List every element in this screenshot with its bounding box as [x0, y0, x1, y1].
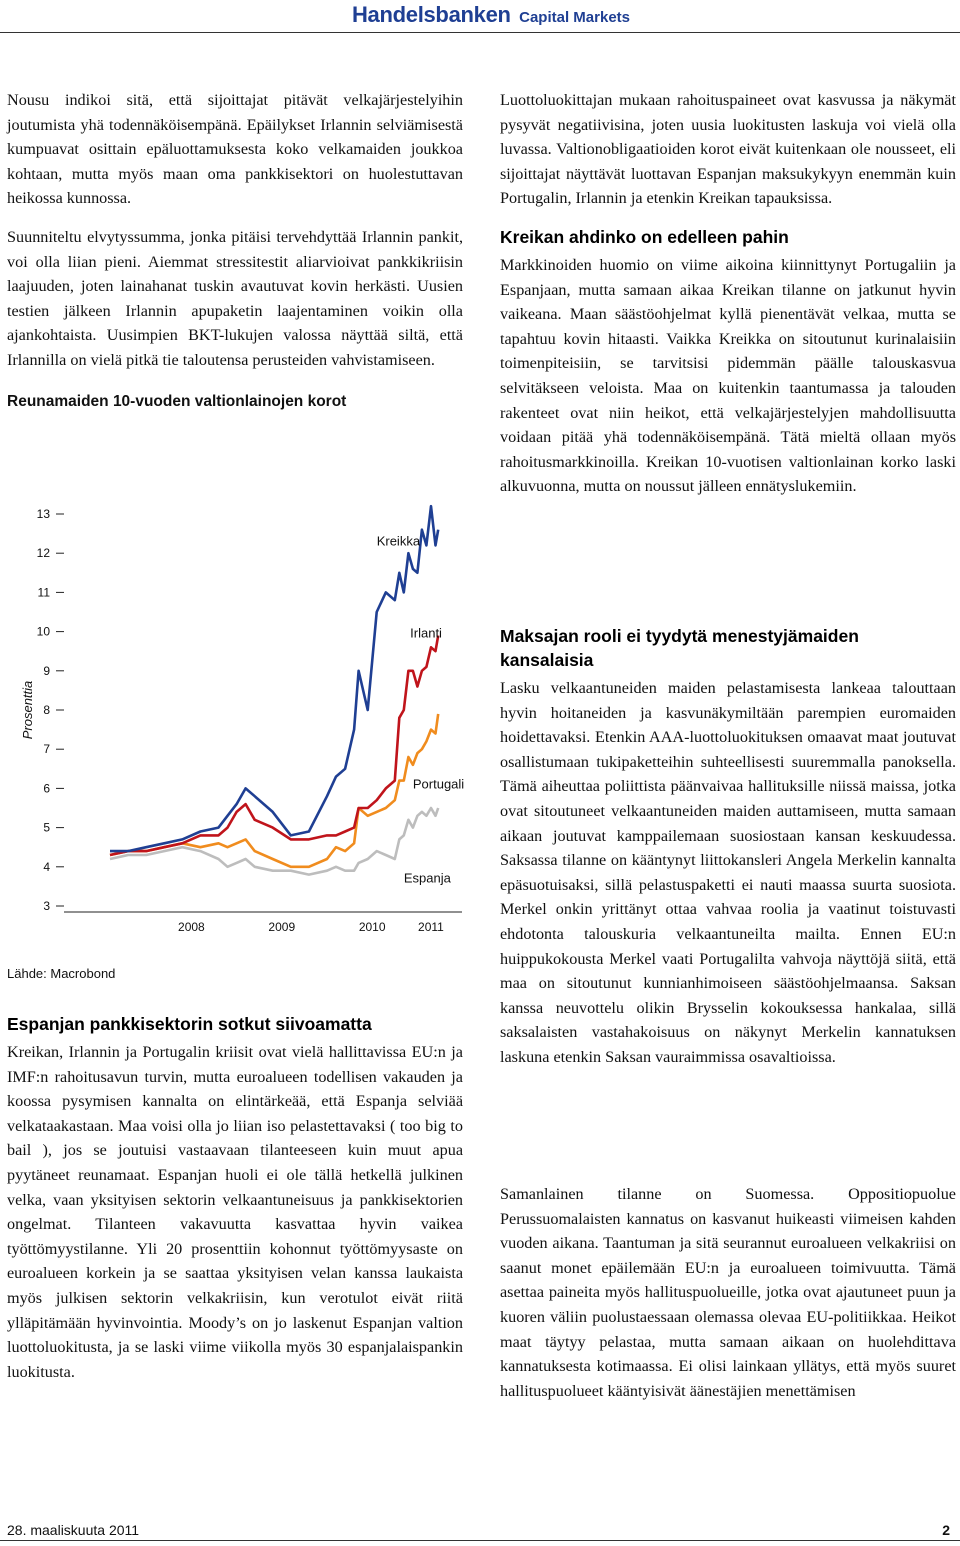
y-tick-label: 4	[43, 859, 50, 874]
brand-logo	[352, 2, 630, 28]
series-label-portugali: Portugali	[412, 776, 465, 792]
y-tick-label: 7	[43, 742, 50, 757]
footer-date: 28. maaliskuuta 2011	[7, 1522, 140, 1538]
series-line-kreikka	[110, 506, 438, 851]
x-tick-label: 2009	[268, 920, 296, 934]
y-tick-label: 6	[43, 781, 50, 796]
right-section-3	[500, 1182, 956, 1417]
brand-sub: Capital Markets	[519, 9, 630, 26]
y-tick-label: 13	[36, 507, 50, 521]
right-paragraph-1: Luottoluokittajan mukaan rahoituspaineet ovat kasvussa ja näkymät pysyvät negatiivisina, joten uusia luokitusten laskuja voi vielä olla luvassa. Valtionobligaatioiden korot eivät kuitenkaan ole nousseet, eli sijoittajat näyttävät luottavan Espanjan maksukykyyn enemmän kuin Portugalin, Irlannin ja etenkin Kreikan tapauksissa.	[500, 91, 956, 208]
y-tick-label: 10	[36, 624, 50, 639]
left-paragraph-3: Kreikan, Irlannin ja Portugalin kriisit ovat vielä hallittavissa EU:n ja IMF:n rahoitusavun turvin, mutta euroalueen todellisen vakauden ja koossa pysymisen kannalta on elintärkeää, että Espanja selviää velkataakastaan. Maa voisi olla jo liian iso pelastettavaksi ( too big to bail ), jos se joutuisi vastaavaan tilanteeseen kuin muut apua pyytäneet reunamaat. Espanjan huoli ei ole tällä hetkellä julkinen velka, vaan yksityisen sektorin velkaantuneisuus ja pankkisektorien ongelmat. Tilanteen vakavuutta kasvattaa hyvin vaikea työttömyystilanne. Yli 20 prosenttiin kohonnut työttömyysaste on euroalueen korkein ja se saattaa yksityisen velan kanssa laukaista myös julkisen sektorin velkakriisin, kun verotulot eivät riitä ylläpitämään hyvinvointia. Moody’s on jo laskenut Espanjan valtion luottoluokitusta, ja se laski viime viikolla myös 30 espanjalaispankin luokitusta.	[7, 1043, 463, 1381]
header-rule	[0, 32, 960, 33]
left-column	[7, 88, 463, 411]
left-paragraph-1: Nousu indikoi sitä, että sijoittajat pitävät velkajärjestelyihin joutumista yhä todennäköisempänä. Epäilykset Irlannin selviämisestä kumpuavat osittain epäluottamuksesta koko velkamaiden joukkoa kohtaan, mutta myös maan oma pankkisektori on huolestuttavan heikossa kunnossa.	[7, 91, 463, 208]
y-tick-label: 5	[43, 820, 50, 835]
right-heading-1: Kreikan ahdinko on edelleen pahin	[500, 226, 789, 247]
right-column	[500, 88, 956, 513]
chart-title: Reunamaiden 10-vuoden valtionlainojen korot	[7, 392, 347, 410]
left-paragraph-2: Suunniteltu elvytyssumma, jonka pitäisi tervehdyttää Irlannin pankit, voi olla liian pieni. Aiemmat stressitestit aliarvioivat pankkikriisin laajuuden, joten lainahanat tuskin avautuvat kovin herkästi. Uusien testien jälkeen Irlannin apupaketin laajentaminen voikin olla ajankohtaista. Uusimpien BKT-lukujen valossa näyttää siltä, että Irlannilla on vielä pitkä tie taloutensa perusteiden vahvistamiseen.	[7, 227, 463, 369]
y-axis-title: Prosenttia	[20, 680, 35, 740]
right-paragraph-3: Lasku velkaantuneiden maiden pelastamisesta lankeaa talouttaan hyvin hoitaneiden ja kasvunäkymiltään parempien euromaiden hoidettavaksi. Etenkin AAA-luottoluokituksen omaavat maat joutuvat osallistumaan tukipaketteihin suhteellisesti suuremmalla panoksella. Tämä aiheuttaa poliittista päänvaivaa hallituksille niissä maissa, jotka ovat sitoutuneet velkaantuneiden maiden auttamiseen, mutta samaan aikaan joutuvat kamppailemaan suosiostaan kansan keskuudessa. Saksassa tilanne on kääntynyt liittokansleri Angela Merkelin kannalta epäsuotuisaksi, sillä pelastuspaketti ei nauti maassa suurta suosiota. Merkel onkin yrittänyt ottaa vahvaa roolia ja vaatinut toistuvasti ehdotonta talouskuria velkaantuneilta mailta. Ennen EU:n huippukokousta Merkel vaati Portugalilta vahvoja näyttöjä siitä, että maa on sitoutunut kunnianhimoiseen säästöohjelmaansa. Saksan kanssa neuvottelu olikin Brysselin kokouksessa hankalaa, sillä saksalaisten vastahakoisuus on näkynyt Merkelin kannatuksen laskuna etenkin Saksan vauraimmissa osavaltioissa.	[500, 679, 956, 1066]
chart	[0, 490, 470, 960]
x-tick-label: 2011	[418, 920, 444, 934]
y-tick-label: 12	[36, 546, 50, 561]
y-tick-label: 11	[37, 585, 50, 600]
left-section-2	[7, 1012, 463, 1398]
footer-rule	[0, 1540, 960, 1541]
y-tick-label: 3	[43, 899, 50, 913]
right-paragraph-4: Samanlainen tilanne on Suomessa. Oppositiopuolue Perussuomalaisten kannatus on kasvanut huikeasti viimeisen kahden vuoden aikana. Taantuman ja sitä seurannut euroalueen velkakriisi on saanut monet epäilemään EU:n ja euroalueen toimivuutta. Tämä asettaa paineita myös hallituspuolueille, jotka ovat ajautuneet puun ja kuoren väliin puolustaessaan olemassa olevaa EU-politiikkaa. Heikot maat täytyy pelastaa, mutta samaan aikaan on huolehdittava kannatuksesta kotimaassa. Ei olisi lainkaan yllätys, että myös suuret hallituspuolueet kääntyisivät äänestäjien menettämisen	[500, 1185, 956, 1400]
chart-source: Lähde: Macrobond	[7, 966, 116, 981]
right-heading-2: Maksajan rooli ei tyydytä menestyjämaiden kansalaisia	[500, 626, 859, 670]
series-label-kreikka: Kreikka	[376, 533, 421, 549]
chart-svg	[0, 490, 470, 960]
page-number: 2	[942, 1522, 950, 1538]
right-section-2	[500, 624, 956, 1084]
brand-main: Handelsbanken	[351, 2, 511, 27]
y-tick-label: 8	[43, 703, 50, 717]
series-label-irlanti: Irlanti	[410, 625, 442, 641]
y-tick-label: 9	[43, 663, 50, 678]
series-label-espanja: Espanja	[403, 870, 451, 886]
series-line-espanja	[110, 808, 438, 875]
x-tick-label: 2008	[178, 920, 205, 934]
left-heading: Espanjan pankkisektorin sotkut siivoamatta	[7, 1014, 372, 1034]
right-paragraph-2: Markkinoiden huomio on viime aikoina kiinnittynyt Portugaliin ja Espanjaan, mutta samaan aikaa Kreikan tilanne on jatkunut hyvin vaikeana. Maan säästöohjelmat kyllä pienentävät velkaa, mutta se tapahtuu kovin hitaasti. Vaikka Kreikka on sitoutunut kurinalaisiin toimenpiteisiin, se tarvitsisi pidemmän päälle talouskasvua selvitäkseen veloista. Maa on kuitenkin taantumassa ja talouden rakenteet ovat niin heikot, että velkajärjestelyjen mahdollisuutta voidaan pitää yhä todennäköisempänä. Tätä mieltä ollaan myös rahoitusmarkkinoilla. Kreikan 10-vuotisen valtionlainan korko laski alkuvuonna, mutta on noussut jälleen ennätyslukemiin.	[500, 255, 956, 496]
series-line-irlanti	[110, 636, 438, 856]
x-tick-label: 2010	[358, 920, 386, 934]
